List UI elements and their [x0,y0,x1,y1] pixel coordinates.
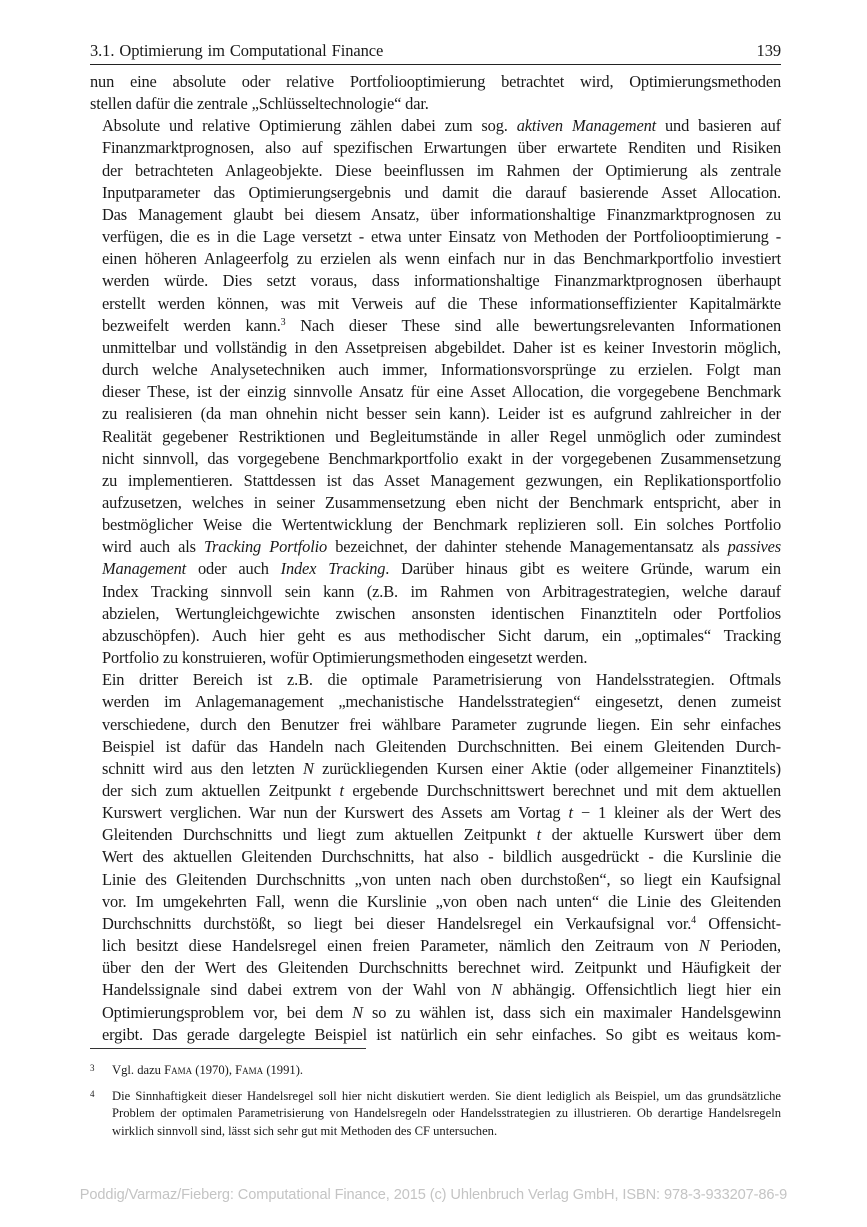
text-run: Finanzmarktprognosen, also auf spezifischen Erwartungen über erwartete Renditen und Risiken [102,138,781,158]
text-run: dieser These, ist der einzig sinnvolle Ansatz für eine Asset Allocation, die vorgegebene Benchmark [102,382,781,402]
text-line [90,957,781,979]
text-run: (1991). [263,1063,304,1077]
text-line [90,359,781,381]
text-run: oder auch [186,559,281,579]
text-line [90,204,781,226]
text-run: so zu wählen ist, dass sich ein maximaler Handelsgewinn [362,1002,781,1022]
text-line [90,603,781,625]
footnote-reference[interactable]: 3 [280,316,286,328]
text-run: − 1 kleiner als der Wert des [572,803,782,823]
text-run: vor. Im umgekehrten Fall, wenn die Kurslinie „von oben nach unten“ die Linie des Gleitenden [102,891,781,911]
text-run: Kurswert verglichen. War nun der Kurswert des Assets am Vortag [102,803,569,823]
emphasized-term: aktiven Management [516,116,657,136]
text-line [90,315,781,337]
text-run: Realität gegebener Restriktionen und Begleitumstände in aller Regel unmöglich oder zumindest [102,426,781,446]
text-run: der aktuelle Kurswert über dem [541,825,781,845]
text-run: Durchschnitts durchstößt, so liegt bei dieser Handelsregel ein Verkaufsignal vor. [102,913,692,933]
author-name: Fama [164,1063,193,1077]
text-line [90,1024,781,1046]
text-run: Absolute und relative Optimierung zählen dabei zum sog. [102,116,517,136]
text-line [90,514,781,536]
text-line [90,492,781,514]
text-line [90,270,781,292]
text-run: verfügen, die es in die Lage versetzt - etwa unter Einsatz von Methoden der Portfoliooptimierung - [102,227,781,247]
text-line [90,71,781,93]
text-line [90,403,781,425]
text-run: . Darüber hinaus gibt es weitere Gründe, warum ein [385,559,781,579]
text-line [90,935,781,957]
text-line [90,226,781,248]
copyright-watermark: Poddig/Varmaz/Fieberg: Computational Finance, 2015 (c) Uhlenbruch Verlag GmbH, ISBN: 978-3-933207-86-9 [79,1187,788,1203]
text-run: Linie des Gleitenden Durchschnitts „von unten nach oben durchstoßen“, so liegt ein Kaufsignal [102,869,781,889]
emphasized-term: Index Tracking [280,559,386,579]
text-line [90,448,781,470]
text-run: Perioden, [709,936,781,956]
text-run: und basieren auf [656,116,781,136]
footnote-text [112,1088,781,1141]
text-run: Die Sinnhaftigkeit dieser Handelsregel soll hier nicht diskutiert werden. Sie dient lediglich als Beispiel, um das grundsätzliche Problem der optimalen Parametrisierung von Handelsregeln oder Handelsstrategien zu illustrieren. Ob derartige Handelsregeln wirklich sinnvoll sind, lässt sich sehr gut mit Methoden des CF untersuchen. [112,1088,781,1138]
section-title: 3.1. Optimierung im Computational Finance [90,41,384,60]
text-run: Portfolio zu konstruieren, wofür Optimierungsmethoden eingesetzt werden. [102,648,588,668]
emphasized-term: N [491,980,503,1000]
text-run: Optimierungsproblem vor, bei dem [102,1002,353,1022]
text-run: abzielen, Wertungleichgewichte zwischen ansonsten identischen Finanztiteln oder Portfolios [102,603,781,623]
text-line [90,824,781,846]
text-run: der betrachteten Anlageobjekte. Diese beeinflussen im Rahmen der Optimierung als zentrale [102,160,781,180]
text-run: Beispiel ist dafür das Handeln nach Gleitenden Durchschnitten. Bei einem Gleitenden Durch- [102,736,781,756]
text-run: Vgl. dazu [112,1063,165,1077]
text-line [90,381,781,403]
footnote-reference[interactable]: 4 [691,914,697,926]
text-line [90,470,781,492]
text-line [90,758,781,780]
book-page [90,40,781,1046]
running-header [90,40,781,65]
paragraph [90,669,781,1046]
text-run: über den der Wert des Gleitenden Durchschnitts berechnet wird. Zeitpunkt und Häufigkeit der [102,958,781,978]
text-line [90,691,781,713]
emphasized-term: N [352,1002,363,1022]
text-run: durch welche Analysetechniken auch immer, Informationsvorsprünge zu erzielen. Folgt man [102,360,781,380]
text-line [90,426,781,448]
text-run: Ein dritter Bereich ist z.B. die optimale Parametrisierung von Handelsstrategien. Oftmals [102,670,781,690]
paragraph [90,115,781,669]
text-run: aufzusetzen, welches in seiner Zusammensetzung eben nicht der Benchmark entspricht, aber in [102,492,781,512]
text-run: zurückliegenden Kursen einer Aktie (oder allgemeiner Finanztitels) [313,758,781,778]
text-run: schnitt wird aus den letzten [102,758,304,778]
footnote-separator [90,1048,366,1049]
text-run: Das Management glaubt bei diesem Ansatz, über informationshaltige Finanzmarktprognosen zu [102,204,781,224]
text-line [90,802,781,824]
text-line [90,1002,781,1024]
footnote-number: 4 [90,1088,95,1099]
footnote [90,1062,781,1080]
text-line [90,182,781,204]
text-run: einen höheren Anlageerfolg zu erzielen als wenn einfach nur in das Benchmarkportfolio investiert [102,249,781,269]
text-run: Wert des aktuellen Gleitenden Durchschnitts, hat also - bildlich ausgedrückt - die Kurslinie die [102,847,781,867]
page-number: 139 [756,41,781,60]
footnote-number: 3 [90,1063,95,1073]
text-run: bestmöglicher Weise die Wertentwicklung der Benchmark replizieren soll. Ein solches Portfolio [102,515,781,535]
text-run: bezeichnet, der dahinter stehende Managementansatz als [327,537,728,557]
text-line [90,669,781,691]
text-line [90,647,781,669]
text-line [90,337,781,359]
text-line [90,293,781,315]
text-run: verschiedene, durch den Benutzer frei wählbare Parameter zugrunde liegen. Ein sehr einfaches [102,714,781,734]
text-run: nicht sinnvoll, das vorgegebene Benchmarkportfolio exakt in der vorgegebenen Zusammensetzung [102,448,781,468]
text-run: Handelssignale sind dabei extrem von der Wahl von [102,980,492,1000]
footnote [90,1088,781,1141]
text-line [90,581,781,603]
text-line [90,558,781,580]
text-line [90,625,781,647]
text-run: Inputparameter das Optimierungsergebnis und damit die darauf basierende Asset Allocation. [102,182,781,202]
emphasized-term: t [339,781,344,800]
text-line [90,536,781,558]
text-run: Index Tracking sinnvoll sein kann (z.B. im Rahmen von Arbitragestrategien, welche darauf [102,581,781,601]
text-run: abzuschöpfen). Auch hier geht es aus methodischer Sicht darum, ein „optimales“ Tracking [102,625,781,645]
text-line [90,913,781,935]
text-run: zu realisieren (da man ohnehin nicht besser sein kann). Leider ist es aufgrund zahlreicher in der [102,404,781,424]
text-line [90,137,781,159]
text-run: ergibt. Das gerade dargelegte Beispiel ist natürlich ein sehr einfaches. So gibt es weitaus kom- [102,1024,781,1044]
text-run: ergebende Durchschnittswert berechnet und mit dem aktuellen [343,781,781,800]
text-line [90,736,781,758]
footnotes [90,1062,781,1148]
text-line [90,891,781,913]
text-run: bezweifelt werden kann. [102,315,281,335]
text-run: lich besitzt diese Handelsregel einen freien Parameter, nämlich den Zeitraum von [102,936,699,956]
text-line [90,780,781,802]
emphasized-term: Tracking Portfolio [203,537,328,557]
emphasized-term: passives [727,537,782,557]
text-run: Nach dieser These sind alle bewertungsrelevanten Informationen [285,315,781,335]
emphasized-term: t [568,803,573,823]
text-line [90,869,781,891]
text-run: (1970), [192,1063,236,1077]
text-run: zu implementieren. Stattdessen ist das Asset Management gezwungen, ein Replikationsportfolio [102,470,781,490]
text-line [90,160,781,182]
text-line [90,93,781,115]
text-run: stellen dafür die zentrale „Schlüsseltechnologie“ dar. [90,94,429,114]
author-name: Fama [235,1063,264,1077]
emphasized-term: N [698,936,710,956]
text-line [90,979,781,1001]
body-text [90,71,781,1046]
paragraph [90,71,781,115]
emphasized-term: t [536,825,542,845]
text-run: werden würde. Dies setzt voraus, dass informationshaltige Finanzmarktprognosen überhaupt [102,271,781,291]
text-run: unmittelbar und vollständig in den Assetpreisen abgebildet. Daher ist es keiner Investorin möglich, [102,337,781,357]
text-run: Offensicht- [696,913,782,933]
text-line [90,846,781,868]
text-run: werden im Anlagemanagement „mechanistische Handelsstrategien“ eingesetzt, denen zumeist [102,692,781,712]
text-run: Gleitenden Durchschnitts und liegt zum aktuellen Zeitpunkt [102,825,537,845]
emphasized-term: N [303,758,314,778]
text-line [90,115,781,137]
text-run: wird auch als [102,537,204,557]
text-line [90,714,781,736]
footnote-text [112,1062,781,1080]
text-run: nun eine absolute oder relative Portfoliooptimierung betrachtet wird, Optimierungsmethoden [90,72,781,91]
text-run: erstellt werden können, was mit Verweis auf die These informationseffizienter Kapitalmärkte [102,293,781,313]
emphasized-term: Management [102,559,187,579]
text-run: abhängig. Offensichtlich liegt hier ein [502,980,781,1000]
text-line [90,248,781,270]
text-run: der sich zum aktuellen Zeitpunkt [102,781,340,800]
